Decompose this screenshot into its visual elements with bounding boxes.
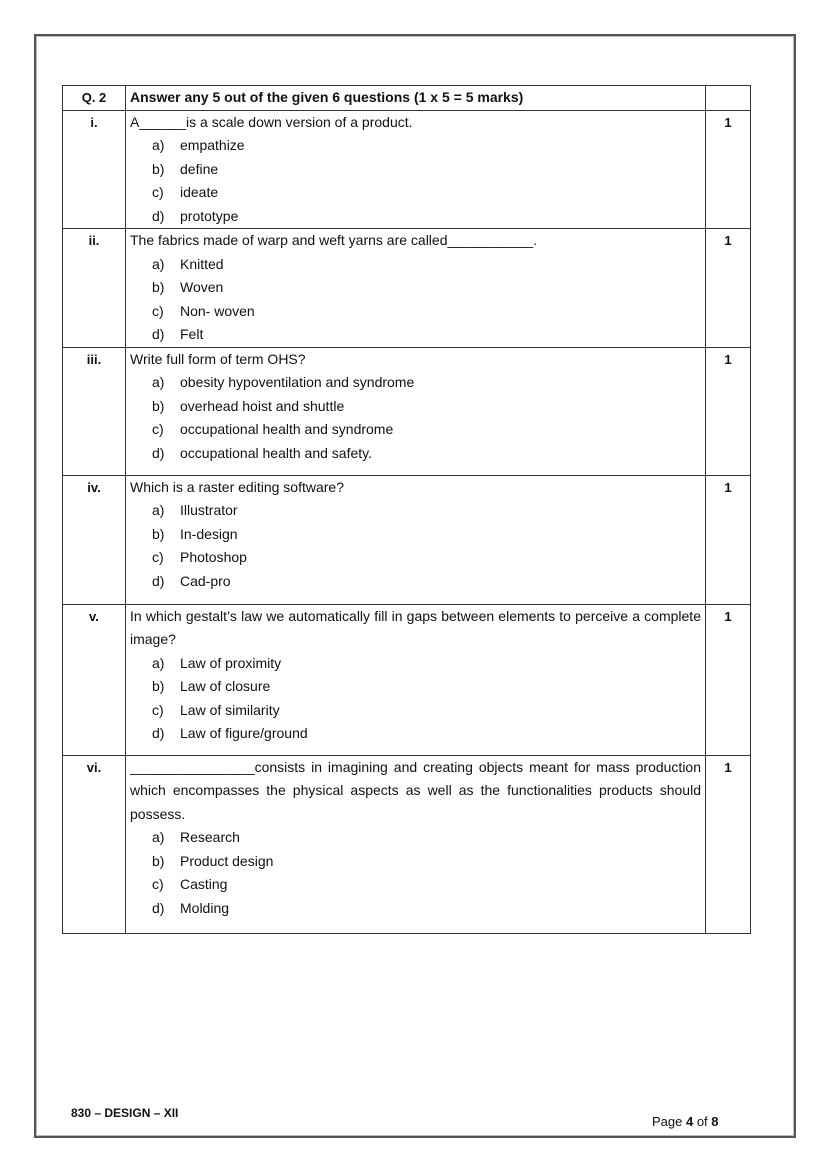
option xyxy=(130,523,701,547)
option-letter: b) xyxy=(152,279,165,295)
option xyxy=(130,499,701,523)
question-cell xyxy=(126,110,706,229)
question-subnumber: v. xyxy=(63,604,126,755)
option xyxy=(130,395,701,419)
option xyxy=(130,897,701,921)
option-letter: a) xyxy=(152,502,165,518)
option-text: Law of similarity xyxy=(180,701,280,718)
option-text: empathize xyxy=(180,137,245,153)
option xyxy=(130,675,701,699)
question-cell xyxy=(126,604,706,755)
option-text: Non- woven xyxy=(180,302,255,319)
marks: 1 xyxy=(706,475,751,604)
table-row xyxy=(63,604,751,755)
option xyxy=(130,546,701,570)
option-text: In-design xyxy=(180,525,238,542)
option-letter: a) xyxy=(152,137,165,153)
question-stem: ________________consists in imagining and creating objects meant for mass production which encompasses the physical aspects as well as the functionalities products should possess. xyxy=(130,758,701,822)
option-letter: d) xyxy=(152,207,165,224)
option-letter: c) xyxy=(152,184,164,200)
question-stem: A______is a scale down version of a product. xyxy=(130,113,413,130)
option-letter: b) xyxy=(152,397,165,414)
question-stem: The fabrics made of warp and weft yarns are called___________. xyxy=(130,232,538,248)
question-subnumber: vi. xyxy=(63,755,126,933)
marks: 1 xyxy=(706,604,751,755)
option-text: Woven xyxy=(180,279,224,295)
option-text: Illustrator xyxy=(180,502,238,518)
option-letter: a) xyxy=(152,255,165,272)
option-letter: c) xyxy=(152,876,164,892)
table-row xyxy=(63,347,751,475)
option-letter: c) xyxy=(152,549,164,565)
option-letter: c) xyxy=(152,421,164,437)
option-text: overhead hoist and shuttle xyxy=(180,397,345,414)
marks: 1 xyxy=(706,110,751,229)
option xyxy=(130,181,701,205)
option-text: Law of figure/ground xyxy=(180,725,308,741)
option-letter: d) xyxy=(152,444,165,461)
option-text: Product design xyxy=(180,852,274,869)
subject-code: 830 – DESIGN – XII xyxy=(71,1106,179,1120)
marks-header xyxy=(706,86,751,111)
question-cell xyxy=(126,347,706,475)
page-of: of xyxy=(693,1114,712,1129)
option xyxy=(130,134,701,158)
table-header-row xyxy=(63,86,751,111)
option-letter: d) xyxy=(152,725,165,741)
option xyxy=(130,826,701,850)
page-prefix: Page xyxy=(652,1114,686,1129)
page-total: 8 xyxy=(711,1114,719,1129)
option-text: Research xyxy=(180,829,240,845)
option-text: ideate xyxy=(180,184,219,200)
table-row xyxy=(63,475,751,604)
option-text: Cad-pro xyxy=(180,572,231,589)
question-table xyxy=(62,85,751,934)
option xyxy=(130,158,701,182)
question-subnumber: i. xyxy=(63,110,126,229)
option-text: Molding xyxy=(180,899,230,916)
question-number: Q. 2 xyxy=(63,86,126,111)
question-stem: Which is a raster editing software? xyxy=(130,478,344,495)
option xyxy=(130,371,701,395)
option-text: Knitted xyxy=(180,255,224,272)
option-letter: c) xyxy=(152,701,164,718)
option-text: Casting xyxy=(180,876,228,892)
option-text: occupational health and safety. xyxy=(180,444,372,461)
option-text: define xyxy=(180,160,219,177)
option-letter: b) xyxy=(152,525,165,542)
table-row xyxy=(63,229,751,348)
option xyxy=(130,300,701,324)
option xyxy=(130,850,701,874)
page-number xyxy=(652,1114,719,1129)
option xyxy=(130,276,701,300)
option-text: prototype xyxy=(180,207,239,224)
option xyxy=(130,699,701,723)
page-current: 4 xyxy=(685,1114,694,1129)
option-letter: a) xyxy=(152,374,165,390)
option-letter: c) xyxy=(152,302,164,319)
marks: 1 xyxy=(706,347,751,475)
option xyxy=(130,570,701,594)
question-cell xyxy=(126,755,706,933)
question-subnumber: iii. xyxy=(63,347,126,475)
marks: 1 xyxy=(706,755,751,933)
option-text: Felt xyxy=(180,326,204,342)
option xyxy=(130,652,701,676)
option xyxy=(130,442,701,466)
option xyxy=(130,418,701,442)
option-letter: b) xyxy=(152,160,165,177)
option-text: Photoshop xyxy=(180,549,247,565)
table-row xyxy=(63,755,751,933)
option-text: Law of proximity xyxy=(180,654,282,671)
option-letter: d) xyxy=(152,572,165,589)
question-stem: In which gestalt’s law we automatically fill in gaps between elements to perceive a complete image? xyxy=(130,607,701,647)
option-letter: b) xyxy=(152,678,165,694)
option-letter: a) xyxy=(152,654,165,671)
option-letter: a) xyxy=(152,829,165,845)
option xyxy=(130,873,701,897)
question-cell xyxy=(126,475,706,604)
option-letter: d) xyxy=(152,326,165,342)
question-cell xyxy=(126,229,706,348)
option-letter: b) xyxy=(152,852,165,869)
marks: 1 xyxy=(706,229,751,348)
option-text: Law of closure xyxy=(180,678,271,694)
option xyxy=(130,722,701,746)
option xyxy=(130,323,701,347)
option xyxy=(130,205,701,229)
question-stem: Write full form of term OHS? xyxy=(130,350,306,367)
instruction: Answer any 5 out of the given 6 questions (1 x 5 = 5 marks) xyxy=(126,86,706,111)
question-subnumber: iv. xyxy=(63,475,126,604)
option xyxy=(130,253,701,277)
option-text: obesity hypoventilation and syndrome xyxy=(180,374,415,390)
table-row xyxy=(63,110,751,229)
question-subnumber: ii. xyxy=(63,229,126,348)
option-letter: d) xyxy=(152,899,165,916)
option-text: occupational health and syndrome xyxy=(180,421,394,437)
